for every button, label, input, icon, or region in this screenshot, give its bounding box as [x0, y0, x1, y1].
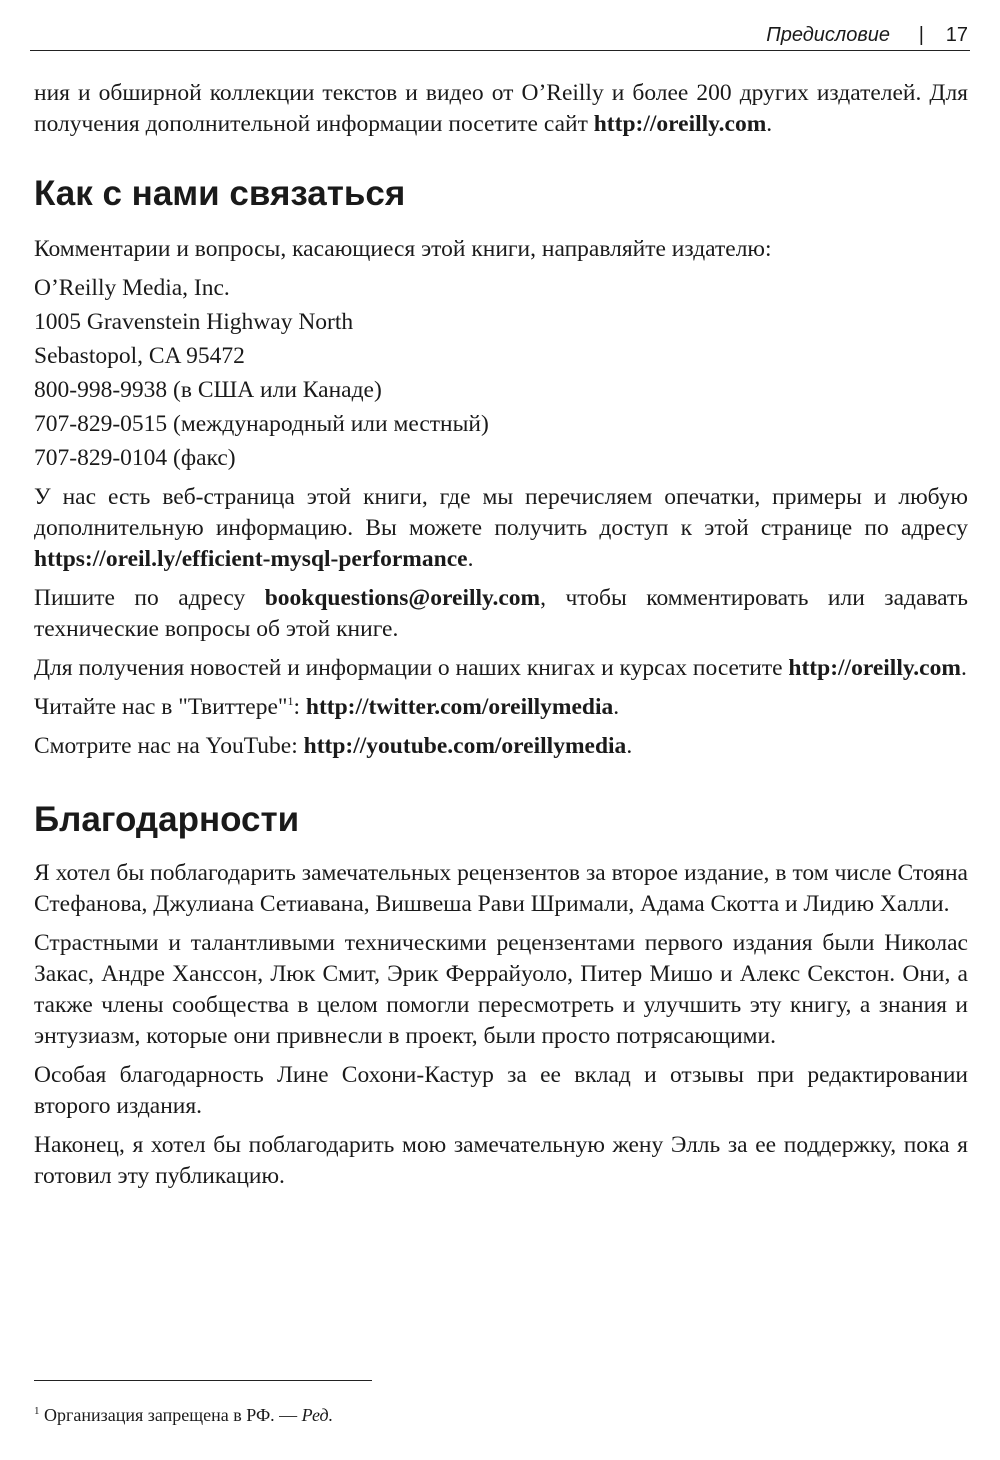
acknowledgement-paragraph: Особая благодарность Лине Сохони-Кастур за ее вклад и отзывы при редактировании второго издания. — [34, 1062, 968, 1119]
contact-intro: Комментарии и вопросы, касающиеся этой книги, направляйте издателю: — [34, 236, 772, 262]
address-line: Sebastopol, CA 95472 — [34, 343, 245, 369]
email-link[interactable]: bookquestions@oreilly.com — [264, 585, 541, 611]
email-paragraph: Пишите по адресу bookquestions@oreilly.com, чтобы комментировать или задавать технические вопросы об этой книге. — [34, 585, 968, 642]
address-line: 707-829-0515 (международный или местный) — [34, 411, 489, 437]
acknowledgements-heading: Благодарности — [34, 800, 300, 839]
twitter-link[interactable]: http://twitter.com/oreillymedia — [305, 694, 614, 720]
address-line: 707-829-0104 (факс) — [34, 445, 236, 471]
address-line: 800-998-9938 (в США или Канаде) — [34, 377, 382, 403]
address-line: 1005 Gravenstein Highway North — [34, 309, 354, 335]
oreilly-link[interactable]: http://oreilly.com — [593, 111, 767, 137]
news-link[interactable]: http://oreilly.com — [788, 655, 961, 681]
address-line: O’Reilly Media, Inc. — [34, 275, 230, 301]
page-content — [34, 78, 968, 1200]
publisher-address — [34, 273, 968, 474]
acknowledgement-paragraph: Я хотел бы поблагодарить замечательных рецензентов за второе издание, в том числе Стояна Стефанова, Джулиана Сетиавана, Вишвеша Рави Шримали, Адама Скотта и Лидию Халли. — [34, 860, 968, 917]
twitter-paragraph: Читайте нас в "Твиттере"$^1$: http://twitter.com/oreillymedia. — [34, 694, 620, 720]
acknowledgement-paragraph: Наконец, я хотел бы поблагодарить мою замечательную жену Элль за ее поддержку, пока я готовил эту публикацию. — [34, 1132, 968, 1189]
book-webpage-link[interactable]: https://oreil.ly/efficient-mysql-performance — [34, 546, 468, 572]
footnote-ref[interactable]: 1 — [287, 694, 294, 709]
footnote-marker: 1 — [34, 1405, 40, 1417]
youtube-link[interactable]: http://youtube.com/oreillymedia — [303, 733, 627, 759]
footnote: $^1$ Организация запрещена в РФ. — Ред. — [34, 1405, 334, 1425]
contact-heading: Как с нами связаться — [34, 174, 406, 213]
youtube-paragraph: Смотрите нас на YouTube: http://youtube.com/oreillymedia. — [34, 733, 633, 759]
acknowledgement-paragraph: Страстными и талантливыми техническими рецензентами первого издания были Николас Закас, Андре Ханссон, Люк Смит, Эрик Феррайуоло, Питер Мишо и Алекс Секстон. Они, а также члены сообщества в целом помогли пересмотреть и улучшить эту книгу, а знания и энтузиазм, которые они привнесли в проект, были просто потрясающими. — [34, 930, 968, 1049]
footnote-divider — [34, 1380, 372, 1381]
footnote-editor: Ред. — [301, 1405, 334, 1425]
header-section-title: Предисловие — [766, 24, 890, 46]
intro-paragraph: ния и обширной коллекции текстов и видео от O’Reilly и более 200 других издателей. Для получения дополнительной информации посетите сайт http://oreilly.com. — [34, 80, 968, 137]
webpage-paragraph: У нас есть веб-страница этой книги, где мы перечисляем опечатки, примеры и любую дополнительную информацию. Вы можете получить доступ к этой странице по адресу https://oreil.ly/efficient-mysql-performance. — [34, 484, 968, 572]
news-paragraph: Для получения новостей и информации о наших книгах и курсах посетите http://oreilly.com. — [34, 655, 967, 681]
page-number: 17 — [945, 24, 968, 46]
header-separator: | — [918, 24, 924, 46]
running-header — [30, 20, 970, 51]
